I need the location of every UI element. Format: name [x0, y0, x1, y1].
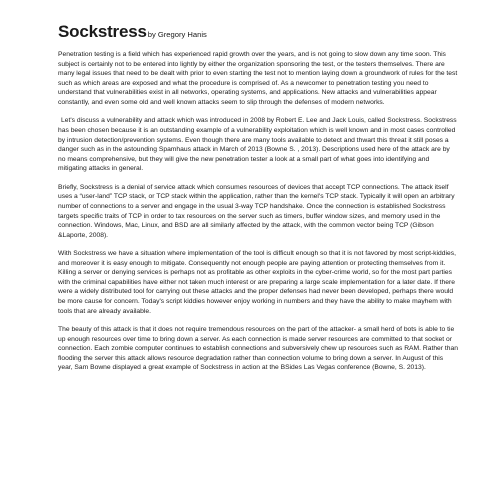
paragraph-1: Penetration testing is a field which has experienced rapid growth over the years, and is not going to slow down any time soon. This subject is certainly not to be entered into lightly by either the organization sponsoring the test, or the testers themselves. There are many legal issues that need to be dealt with prior to even starting the test not to mention laying down a groundwork of rules for the test such as which areas are exposed and what the procedure is comprised of. As a newcomer to penetration testing you need to understand that vulnerabilities exist in all networks, operating systems, and applications. New attacks and vulnerabilities appear constantly, and even some old and well known attacks seem to slip through the defenses of modern networks. — [58, 51, 458, 106]
document-title: Sockstress — [58, 22, 147, 41]
title-line — [58, 23, 458, 44]
author-byline: by Gregory Hanis — [147, 30, 207, 39]
paragraph-3: Briefly, Sockstress is a denial of service attack which consumes resources of devices that accept TCP connections. The attack itself uses a “user-land” TCP stack, or TCP stack within the application, rather than the kernel's TCP stack. Typically it will open an arbitrary number of connections to a server and engage in the usual 3-way TCP handshake. Once the connection is established Sockstress targets specific traits of TCP in order to tax resources on the server such as timers, buffer window sizes, and memory used in the connection. Windows, Mac, Linux, and BSD are all similarly affected by the attack, with the common vector being TCP (Gibson &Laporte, 2008). — [58, 183, 455, 239]
paragraph-5: The beauty of this attack is that it does not require tremendous resources on the part of the attacker- a small herd of bots is able to tie up enough resources over time to bring down a server. As each connection is made server resources are committed to that socket or connection. Each zombie computer continues to establish connections and subversively chew up resources such as RAM. Rather than flooding the server this attack allows resource degradation rather than connection volume to bring down a server. In August of this year, Sam Bowne displayed a great example of Sockstress in action at the BSides Las Vegas conference (Bowne, S. 2013). — [58, 326, 458, 372]
document-page — [58, 23, 458, 382]
paragraph-2: Let's discuss a vulnerability and attack which was introduced in 2008 by Robert E. Lee and Jack Louis, called Sockstress. Sockstress has been chosen because it is an outstanding example of a vulnerability exploitation which is well known and in most cases controlled by intrusion detection/prevention systems. Even though there are many tools available to detect and thwart this threat it still poses a danger such as in the astounding Spamhaus attack in March of 2013 (Bowne S. , 2013). Descriptions used here of the attack are by no means comprehensive, but they will give the new penetration tester a look at a small part of what goes into identifying and mitigating attacks in general. — [58, 117, 457, 173]
paragraph-4: With Sockstress we have a situation where implementation of the tool is difficult enough so that it is not favored by most script-kiddies, and moreover it is easy enough to mitigate. Consequently not enough people are paying attention or protecting themselves from it. Killing a server or denying services is perhaps not as profitable as other exploits in the cyber-crime world, so for the most part parties with the criminal capabilities have either not taken much interest or are preparing a large scale implementation for a later date. If there were a widely distributed tool for carrying out these attacks and the proper defenses had never been developed, perhaps there would be more cause for concern. Today's script kiddies however enjoy working in numbers and they have the ability to make mayhem with tools that are already available. — [58, 250, 456, 315]
